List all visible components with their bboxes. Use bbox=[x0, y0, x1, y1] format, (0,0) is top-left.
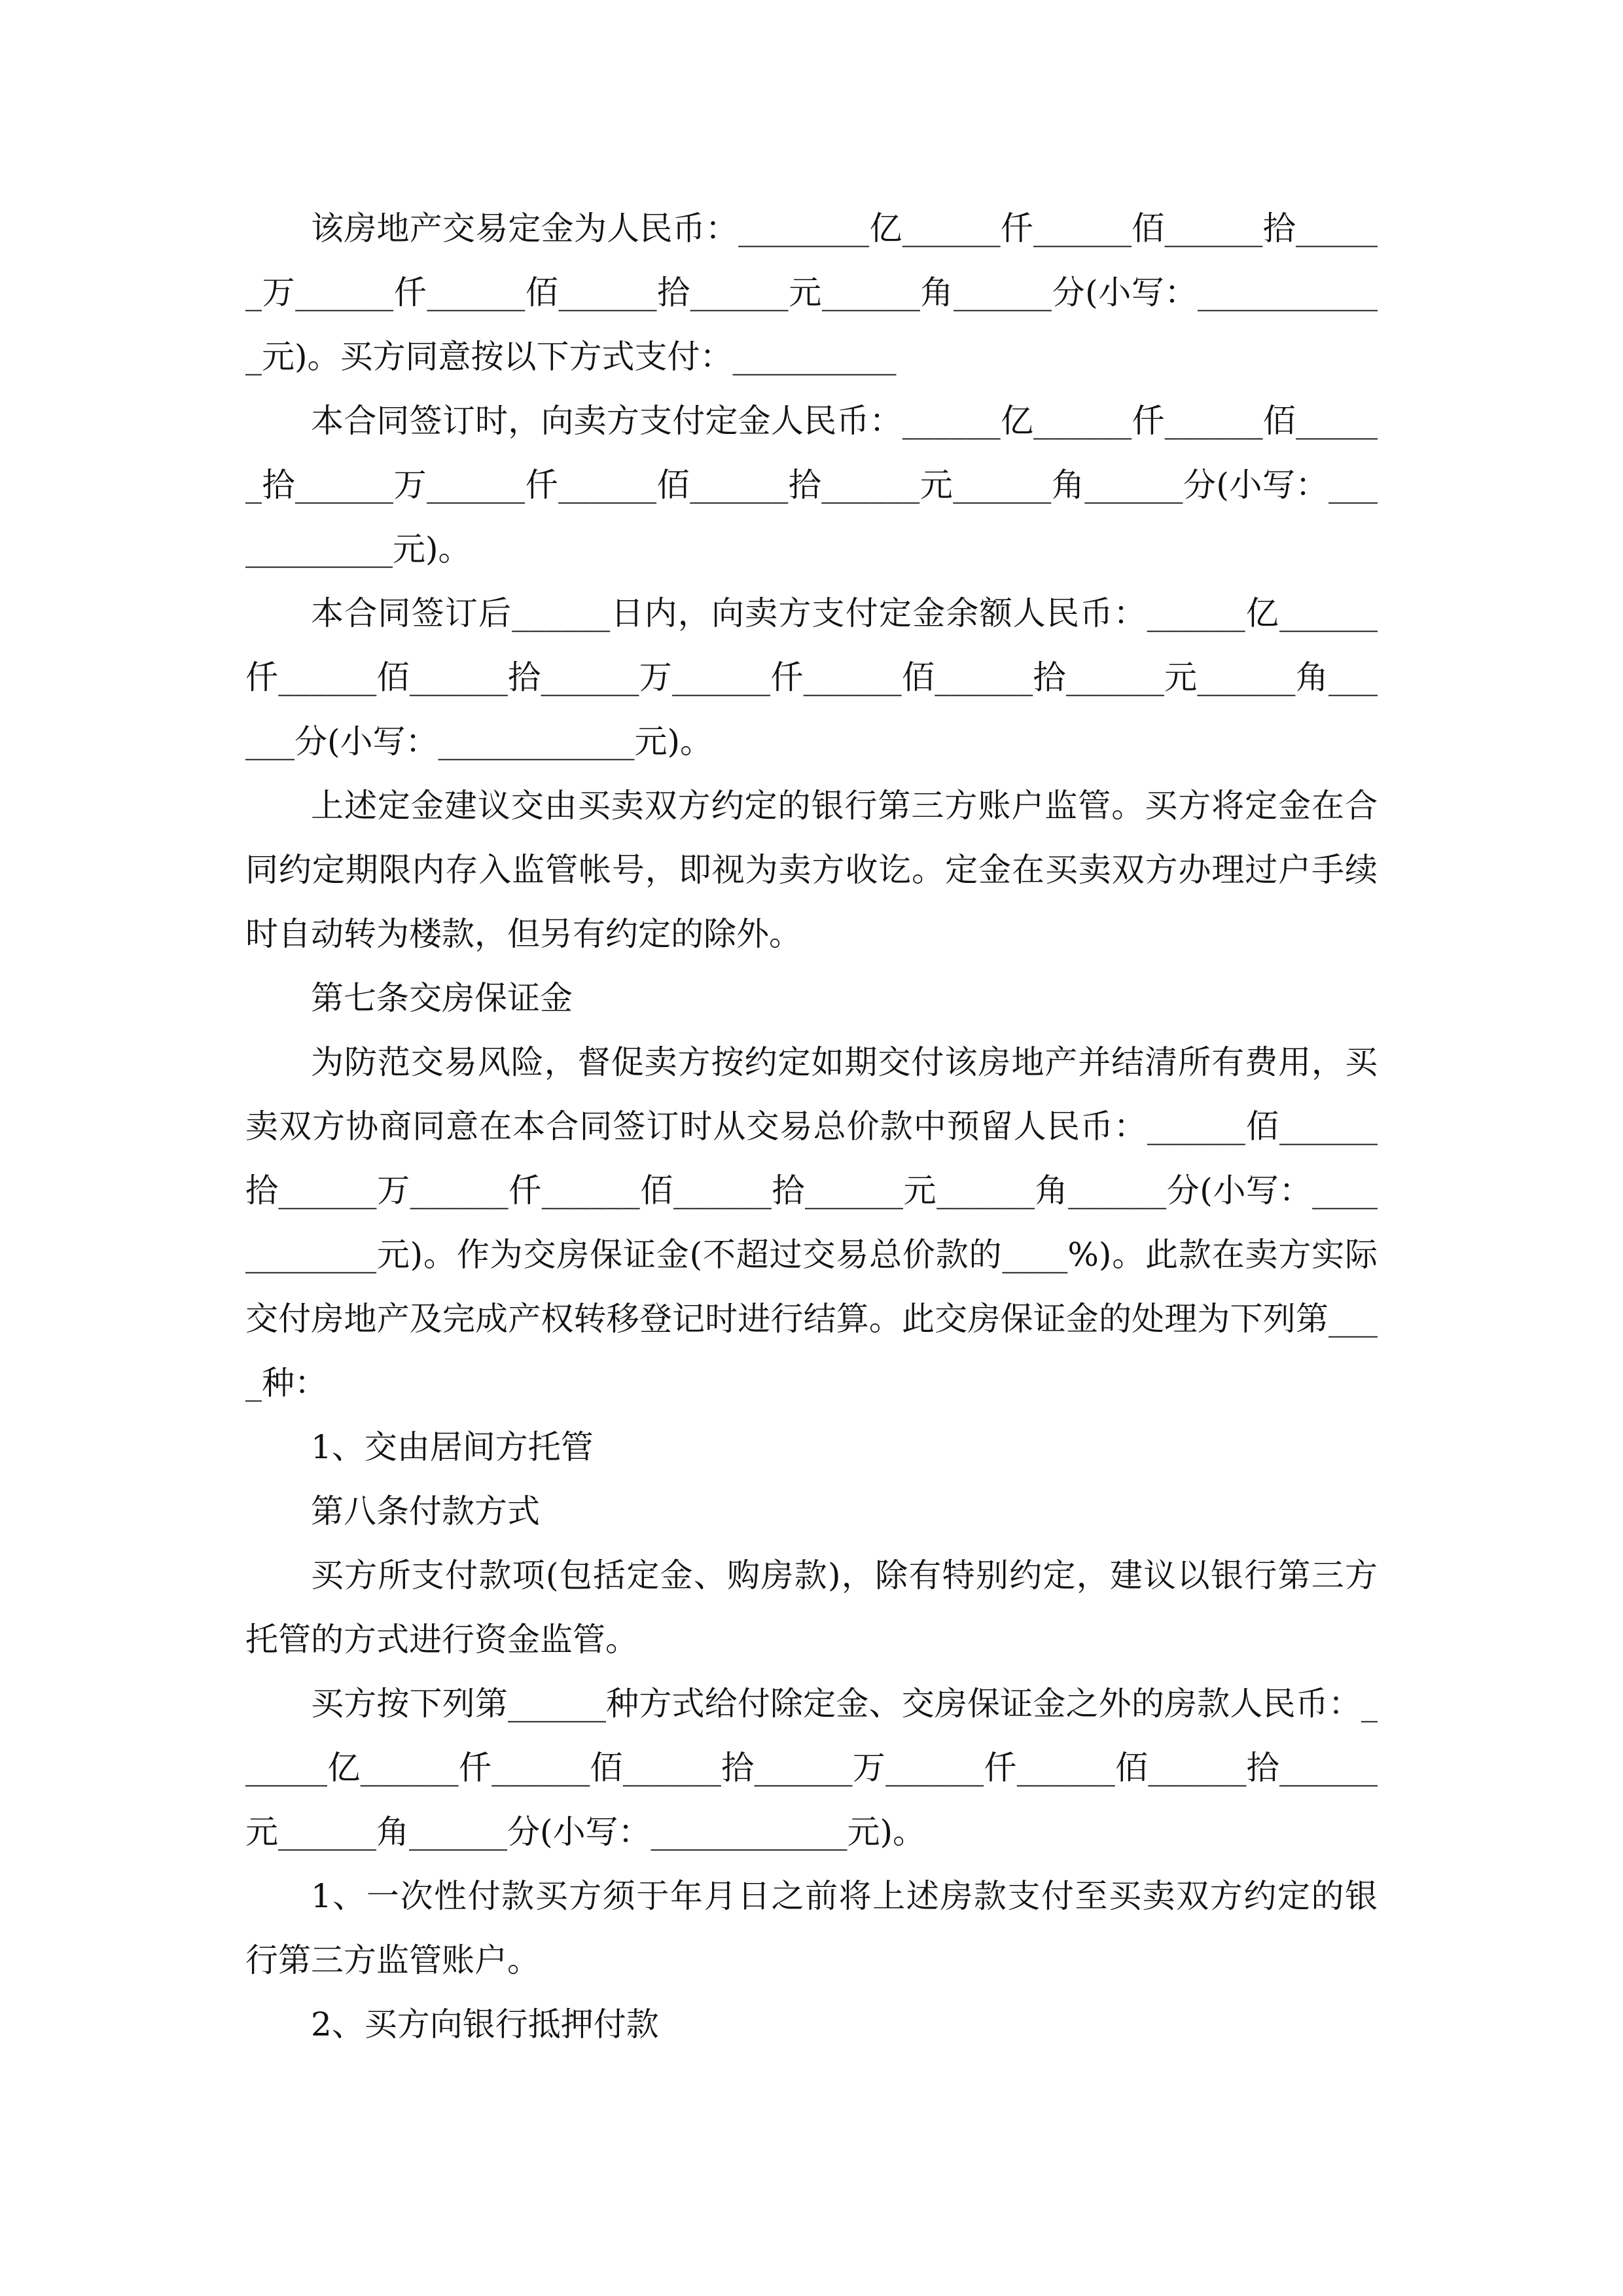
article-8-heading: 第八条付款方式 bbox=[311, 1492, 540, 1530]
deposit-on-signing-paragraph: 本合同签订时，向卖方支付定金人民币：______亿______仟______佰______拾______万______仟______佰______拾______元______角______分(小写：____________元)。 bbox=[245, 402, 1378, 568]
guarantee-option-1: 1、交由居间方托管 bbox=[311, 1428, 594, 1466]
payment-supervision-paragraph: 买方所支付款项(包括定金、购房款)，除有特别约定，建议以银行第三方托管的方式进行资金监管。 bbox=[245, 1556, 1378, 1659]
payment-option-2: 2、买方向银行抵押付款 bbox=[311, 2005, 659, 2043]
payment-option-1: 1、一次性付款买方须于年月日之前将上述房款支付至买卖双方约定的银行第三方监管账户。 bbox=[245, 1877, 1378, 1979]
handover-guarantee-paragraph: 为防范交易风险，督促卖方按约定如期交付该房地产并结清所有费用，买卖双方协商同意在本合同签订时从交易总价款中预留人民币：______佰______拾______万______仟______佰______拾______元______角______分(小写：____________元)。作为交房保证金(不超过交易总价款的____%)。此款在卖方实际交付房地产及完成产权转移登记时进行结算。此交房保证金的处理为下列第____种： bbox=[245, 1043, 1378, 1402]
document-body bbox=[245, 196, 1378, 2056]
payment-method-paragraph: 买方按下列第______种方式给付除定金、交房保证金之外的房款人民币：______亿______仟______佰______拾______万______仟______佰______拾______元______角______分(小写：____________元)。 bbox=[245, 1685, 1378, 1851]
deposit-amount-paragraph: 该房地产交易定金为人民币：________亿______仟______佰______拾______万______仟______佰______拾______元______角______分(小写：____________元)。买方同意按以下方式支付：__________ bbox=[245, 209, 1378, 376]
deposit-balance-paragraph: 本合同签订后______日内，向卖方支付定金余额人民币：______亿______仟______佰______拾______万______仟______佰______拾______元______角______分(小写：____________元)。 bbox=[245, 594, 1378, 761]
deposit-escrow-paragraph: 上述定金建议交由买卖双方约定的银行第三方账户监管。买方将定金在合同约定期限内存入监管帐号，即视为卖方收讫。定金在买卖双方办理过户手续时自动转为楼款，但另有约定的除外。 bbox=[245, 787, 1378, 953]
article-7-heading: 第七条交房保证金 bbox=[311, 979, 573, 1017]
